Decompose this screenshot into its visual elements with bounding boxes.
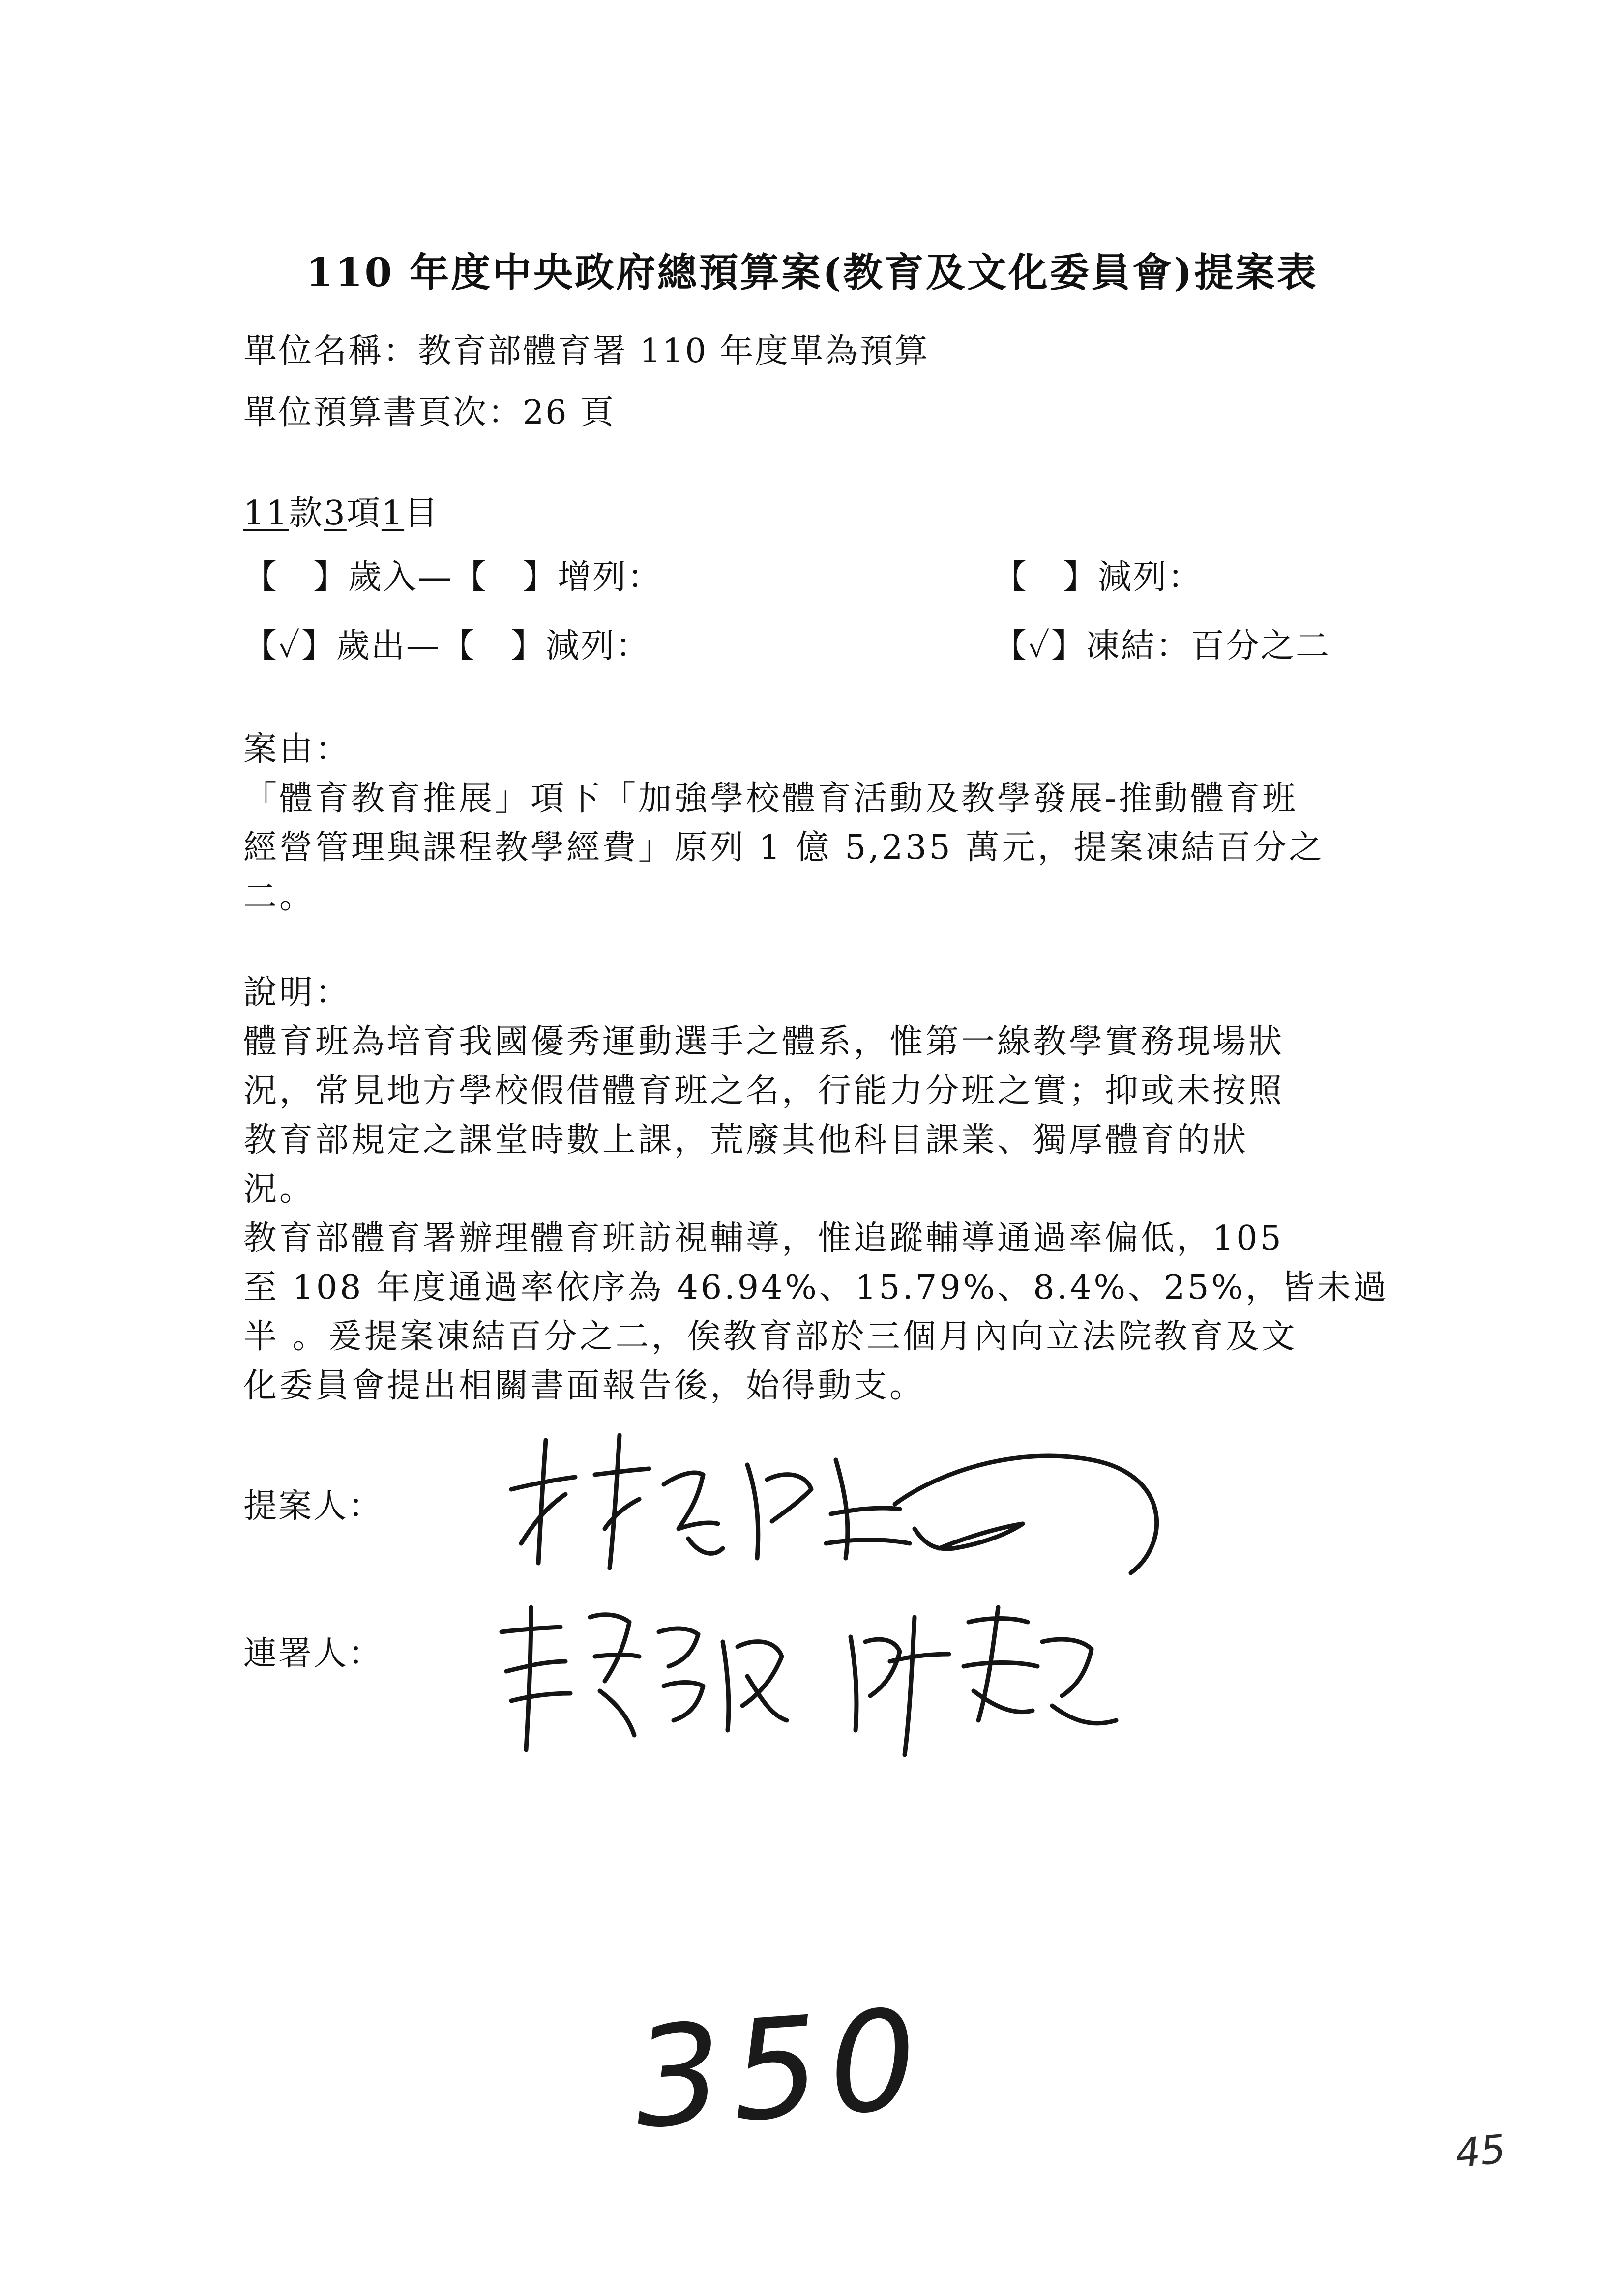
explanation-line: 化委員會提出相關書面報告後，始得動支。: [243, 1366, 926, 1405]
explanation-line: 至 108 年度通過率依序為 46.94%、15.79%、8.4%、25%，皆未過: [243, 1268, 1389, 1307]
item-code: [243, 492, 439, 536]
explanation-line: 況。: [243, 1170, 316, 1209]
reason-heading: 案由：: [243, 730, 352, 769]
handwritten-page-number: 350: [629, 1979, 932, 2160]
reason-line: 「體育教育推展」項下「加強學校體育活動及教學發展-推動體育班: [243, 779, 1298, 818]
explanation-line: 況，常見地方學校假借體育班之名，行能力分班之實；抑或未按照: [243, 1072, 1285, 1110]
explanation-line: 教育部體育署辦理體育班訪視輔導，惟追蹤輔導通過率偏低，105: [243, 1219, 1284, 1258]
explanation-line: 體育班為培育我國優秀運動選手之體系，惟第一線教學實務現場狀: [243, 1022, 1285, 1061]
reason-line: 經營管理與課程教學經費」原列 1 億 5,235 萬元，提案凍結百分之: [243, 828, 1325, 867]
cosigner-signatures: [482, 1588, 1170, 1765]
explanation-heading: 說明：: [243, 973, 352, 1012]
item-mu-label: 目: [404, 494, 440, 533]
item-xiang-label: 項: [346, 494, 382, 533]
proposer-label: 提案人：: [243, 1487, 384, 1526]
explanation-section: [243, 968, 1389, 1411]
revenue-decrease-option: 【 】減列：: [993, 558, 1203, 597]
expense-freeze-option: 【✓】凍結：百分之二: [993, 627, 1330, 666]
reason-section: [243, 725, 1384, 922]
item-mu-number: 1: [381, 494, 405, 533]
cosigner-label: 連署人：: [243, 1634, 384, 1673]
item-kuan-number: 11: [243, 494, 289, 533]
item-xiang-number: 3: [324, 494, 347, 533]
page-title: 110 年度中央政府總預算案(教育及文化委員會)提案表: [306, 249, 1318, 295]
unit-budget-page: 單位預算書頁次：26 頁: [243, 393, 616, 432]
proposer-signature: [492, 1416, 1180, 1593]
explanation-line: 教育部規定之課堂時數上課，荒廢其他科目課業、獨厚體育的狀: [243, 1121, 1249, 1160]
expense-option: 【✓】歲出—【 】減列：: [243, 627, 650, 666]
sheet-number: 45: [1453, 2125, 1508, 2177]
unit-name: 單位名稱：教育部體育署 110 年度單為預算: [243, 332, 930, 371]
explanation-line: 半 。爰提案凍結百分之二，俟教育部於三個月內向立法院教育及文: [243, 1317, 1298, 1356]
revenue-option: 【 】歲入—【 】增列：: [243, 558, 663, 597]
item-kuan-label: 款: [289, 494, 324, 533]
reason-line: 二。: [243, 877, 316, 916]
